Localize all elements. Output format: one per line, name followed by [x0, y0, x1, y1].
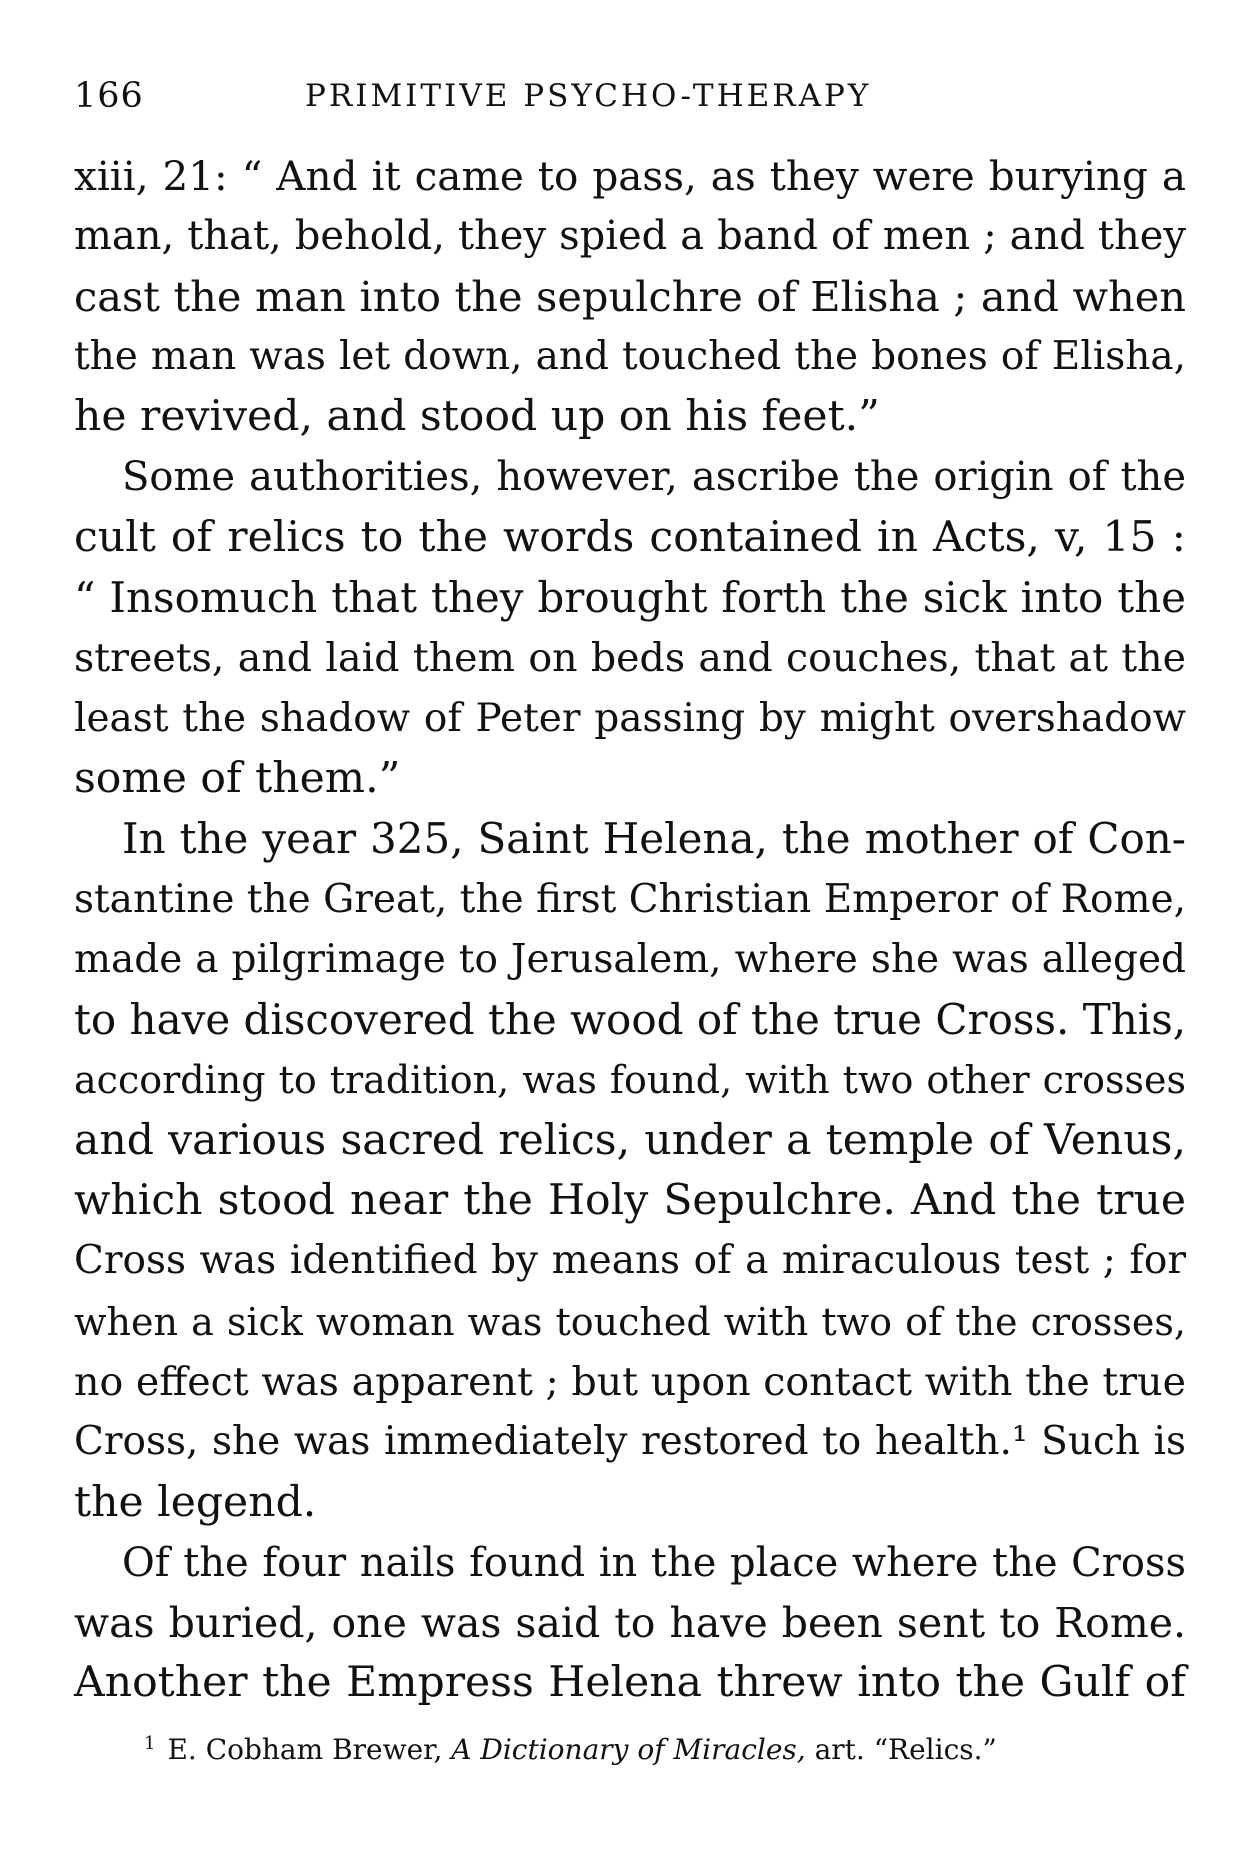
text-line: cast the man into the sepulchre of Elisha ; and when — [74, 271, 1186, 321]
text-line: man, that, behold, they spied a band of men ; and they — [74, 213, 1186, 260]
text-line: was buried, one was said to have been sent to Rome. — [74, 1599, 1186, 1648]
text-line: made a pilgrimage to Jerusalem, where she was alleged — [74, 936, 1186, 982]
text-line: when a sick woman was touched with two of the crosses, — [74, 1299, 1186, 1344]
text-line: Another the Empress Helena threw into the Gulf of — [74, 1658, 1186, 1708]
footnote-work-title: A Dictionary of Miracles, — [451, 1733, 806, 1766]
text-line: no effect was apparent ; but upon contact with the true — [74, 1358, 1186, 1405]
text-line: Cross, she was immediately restored to health.¹ Such is — [74, 1419, 1186, 1465]
footnote-reference: art. “Relics.” — [814, 1733, 997, 1766]
footnote — [144, 1722, 997, 1772]
footnote-marker: 1 — [144, 1733, 156, 1754]
running-header — [74, 66, 1174, 126]
text-line: some of them.” — [74, 753, 401, 803]
text-line: least the shadow of Peter passing by might overshadow — [74, 695, 1186, 741]
text-line: the legend. — [74, 1477, 317, 1527]
text-line: which stood near the Holy Sepulchre. And the true — [74, 1176, 1186, 1226]
paragraph-first-line: Some authorities, however, ascribe the origin of the — [122, 454, 1186, 501]
page-number: 166 — [74, 76, 144, 116]
text-line: stantine the Great, the first Christian Emperor of Rome, — [74, 876, 1186, 922]
text-line: and various sacred relics, under a temple of Venus, — [74, 1115, 1186, 1165]
text-line: according to tradition, was found, with two other crosses — [74, 1058, 1186, 1103]
text-line: cult of relics to the words contained in Acts, v, 15 : — [74, 512, 1186, 562]
text-line: “ Insomuch that they brought forth the sick into the — [74, 573, 1186, 623]
text-line: he revived, and stood up on his feet.” — [74, 392, 880, 442]
text-line: Cross was identified by means of a miraculous test ; for — [74, 1238, 1186, 1284]
paragraph-first-line: Of the four nails found in the place where the Cross — [122, 1539, 1186, 1586]
text-line: to have discovered the wood of the true Cross. This, — [74, 995, 1187, 1045]
body-text — [74, 146, 1186, 1714]
running-title: PRIMITIVE PSYCHO-THERAPY — [305, 78, 872, 114]
text-line: streets, and laid them on beds and couches, that at the — [74, 635, 1186, 682]
text-line: xiii, 21: “ And it came to pass, as they were burying a — [74, 152, 1186, 200]
text-line: the man was let down, and touched the bones of Elisha, — [74, 333, 1186, 379]
footnote-author: E. Cobham Brewer, — [167, 1733, 443, 1766]
paragraph-first-line: In the year 325, Saint Helena, the mother of Con- — [122, 814, 1186, 864]
